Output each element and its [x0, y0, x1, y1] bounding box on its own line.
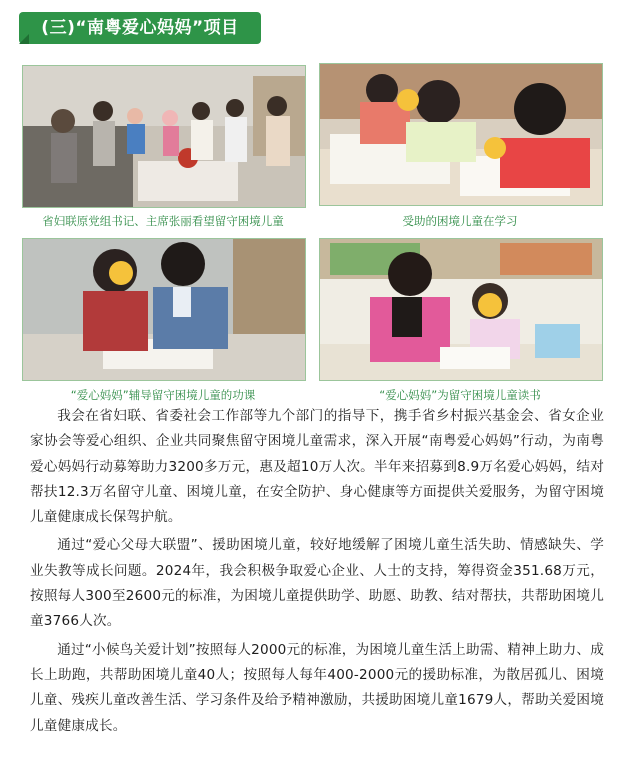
- photo-caption: “爱心妈妈”为留守困境儿童读书: [379, 388, 541, 402]
- paragraph: 通过“小候鸟关爱计划”按照每人2000元的标准，为困境儿童生活上助需、精神上助力、成长上助跑，共帮助困境儿童40人；按照每人每年400-2000元的援助标准，为散居孤儿、困境儿童、残疾儿童改善生活、学习条件及给予精神激励，共援助困境儿童1679人，帮助关爱困境儿童健康成长。: [30, 641, 604, 734]
- paragraph: 我会在省妇联、省委社会工作部等九个部门的指导下，携手省乡村振兴基金会、省女企业家协会等爱心组织、企业共同聚焦留守困境儿童需求，深入开展“南粤爱心妈妈”行动，为南粤爱心妈妈行动募筹助力3200多万元，惠及超10万人次。半年来招募到8.9万名爱心妈妈，结对帮扶12.3万名留守儿童、困境儿童，在安全防护、身心健康等方面提供关爱服务，为留守困境儿童健康成长保驾护航。: [30, 408, 604, 526]
- photo-reading-together: [319, 238, 603, 381]
- photo-homework-tutoring: [22, 238, 306, 381]
- article-body: [30, 404, 604, 739]
- photo-caption: “爱心妈妈”辅导留守困境儿童的功课: [70, 388, 256, 402]
- photo-children-studying: [319, 63, 603, 206]
- paragraph: 通过“爱心父母大联盟”、援助困境儿童，较好地缓解了困境儿童生活失助、情感缺失、学业失教等成长问题。2024年，我会积极争取爱心企业、人士的支持，筹得资金351.68万元，按照每人300至2600元的标准，为困境儿童提供助学、助愿、助教、结对帮扶，共帮助困境儿童3766人次。: [30, 537, 604, 630]
- section-title: (三)“南粤爱心妈妈”项目: [41, 18, 239, 38]
- photo-caption: 受助的困境儿童在学习: [402, 214, 518, 228]
- section-title-banner: [19, 12, 261, 44]
- photo-home-visit: [22, 65, 306, 208]
- photo-caption: 省妇联原党组书记、主席张丽看望留守困境儿童: [42, 214, 284, 228]
